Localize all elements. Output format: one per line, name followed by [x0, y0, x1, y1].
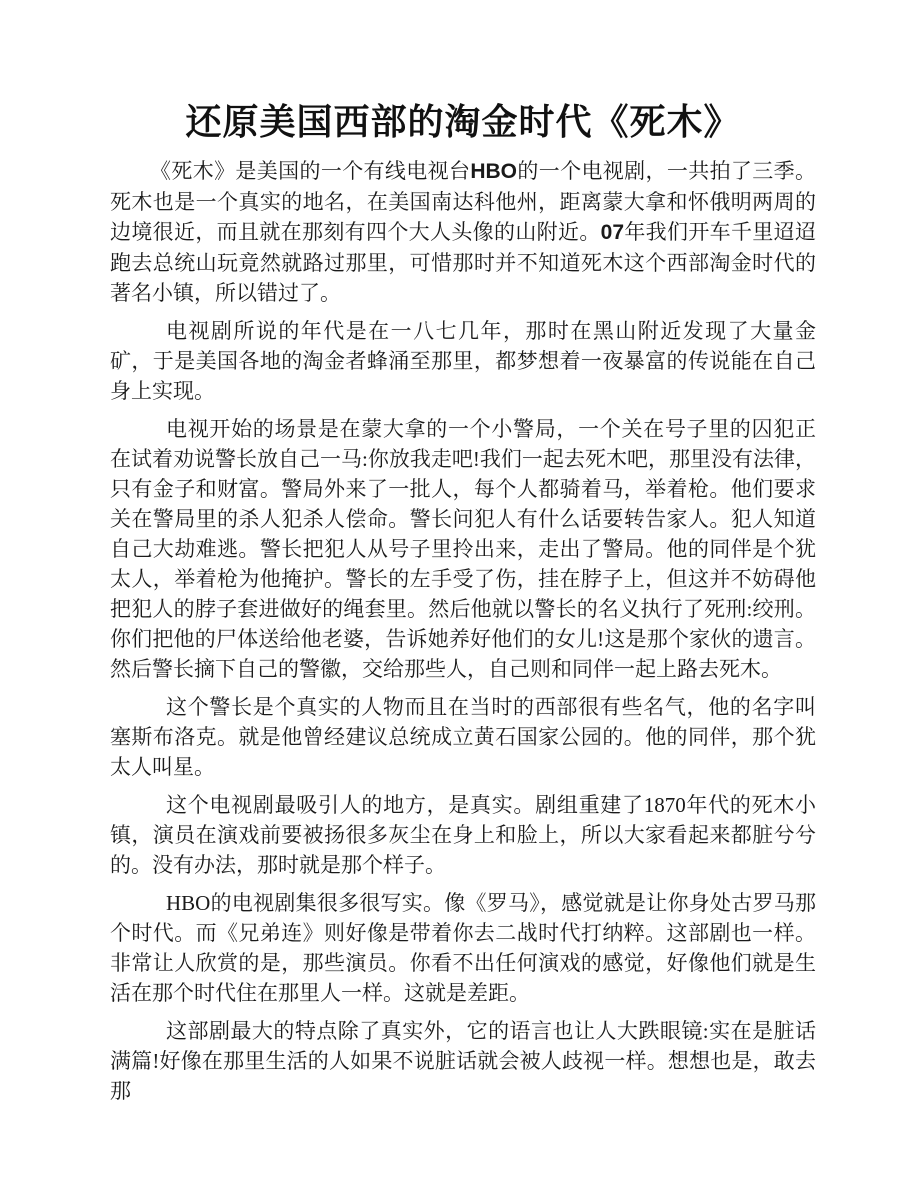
paragraph-3	[110, 414, 816, 684]
paragraph-2	[110, 316, 816, 406]
paragraph-5	[110, 790, 816, 880]
paragraph-6	[110, 888, 816, 1008]
document-content	[110, 100, 816, 1114]
paragraph-text: 电视剧所说的年代是在一八七几年，那时在黑山附近发现了大量金矿，于是美国各地的淘金者蜂涌至那里，都梦想着一夜暴富的传说能在自己身上实现。	[110, 319, 816, 403]
paragraph-text: 这个警长是个真实的人物而且在当时的西部很有些名气，他的名字叫塞斯布洛克。就是他曾经建议总统成立黄石国家公园的。他的同伴，那个犹太人叫星。	[110, 695, 816, 779]
paragraph-text: 的一个电视剧，一共拍了三季。死木也是一个真实的地名，在美国南达科他州，距离蒙大拿和怀俄明两周的边境很近，而且就在那刻有四个大人头像的山附近。	[110, 159, 817, 244]
paragraph-text-year-bold: 07	[600, 221, 625, 244]
paragraph-text: 年我们开车千里迢迢跑去总统山玩竟然就路过那里，可惜那时并不知道死木这个西部淘金时代的著名小镇，所以错过了。	[110, 220, 817, 305]
page-title: 还原美国西部的淘金时代《死木》	[185, 102, 741, 142]
paragraph-text-hbo-bold: HBO	[470, 160, 518, 183]
paragraph-4	[110, 692, 816, 782]
paragraph-text: 《死木》是美国的一个有线电视台	[150, 159, 471, 183]
paragraph-text: 这部剧最大的特点除了真实外，它的语言也让人大跌眼镜:实在是脏话满篇!好像在那里生活的人如果不说脏话就会被人歧视一样。想想也是，敢去那	[110, 1019, 816, 1103]
paragraph-1	[110, 156, 816, 308]
paragraph-text: 电视开始的场景是在蒙大拿的一个小警局，一个关在号子里的囚犯正在试着劝说警长放自己一马:你放我走吧!我们一起去死木吧，那里没有法律，只有金子和财富。警局外来了一批人，每个人都骑着马，举着枪。他们要求关在警局里的杀人犯杀人偿命。警长问犯人有什么话要转告家人。犯人知道自己大劫难逃。警长把犯人从号子里拎出来，走出了警局。他的同伴是个犹太人，举着枪为他掩护。警长的左手受了伤，挂在脖子上，但这并不妨碍他把犯人的脖子套进做好的绳套里。然后他就以警长的名义执行了死刑:绞刑。你们把他的尸体送给他老婆，告诉她养好他们的女儿!这是那个家伙的遗言。然后警长摘下自己的警徽，交给那些人，自己则和同伴一起上路去死木。	[110, 417, 816, 681]
paragraph-text: HBO的电视剧集很多很写实。像《罗马》，感觉就是让你身处古罗马那个时代。而《兄弟连》则好像是带着你去二战时代打纳粹。这部剧也一样。非常让人欣赏的是，那些演员。你看不出任何演戏的感觉，好像他们就是生活在那个时代住在那里人一样。这就是差距。	[110, 891, 816, 1005]
paragraph-7	[110, 1016, 816, 1106]
paragraph-text: 这个电视剧最吸引人的地方，是真实。剧组重建了1870年代的死木小镇，演员在演戏前要被扬很多灰尘在身上和脸上，所以大家看起来都脏兮兮的。没有办法，那时就是那个样子。	[110, 793, 816, 877]
